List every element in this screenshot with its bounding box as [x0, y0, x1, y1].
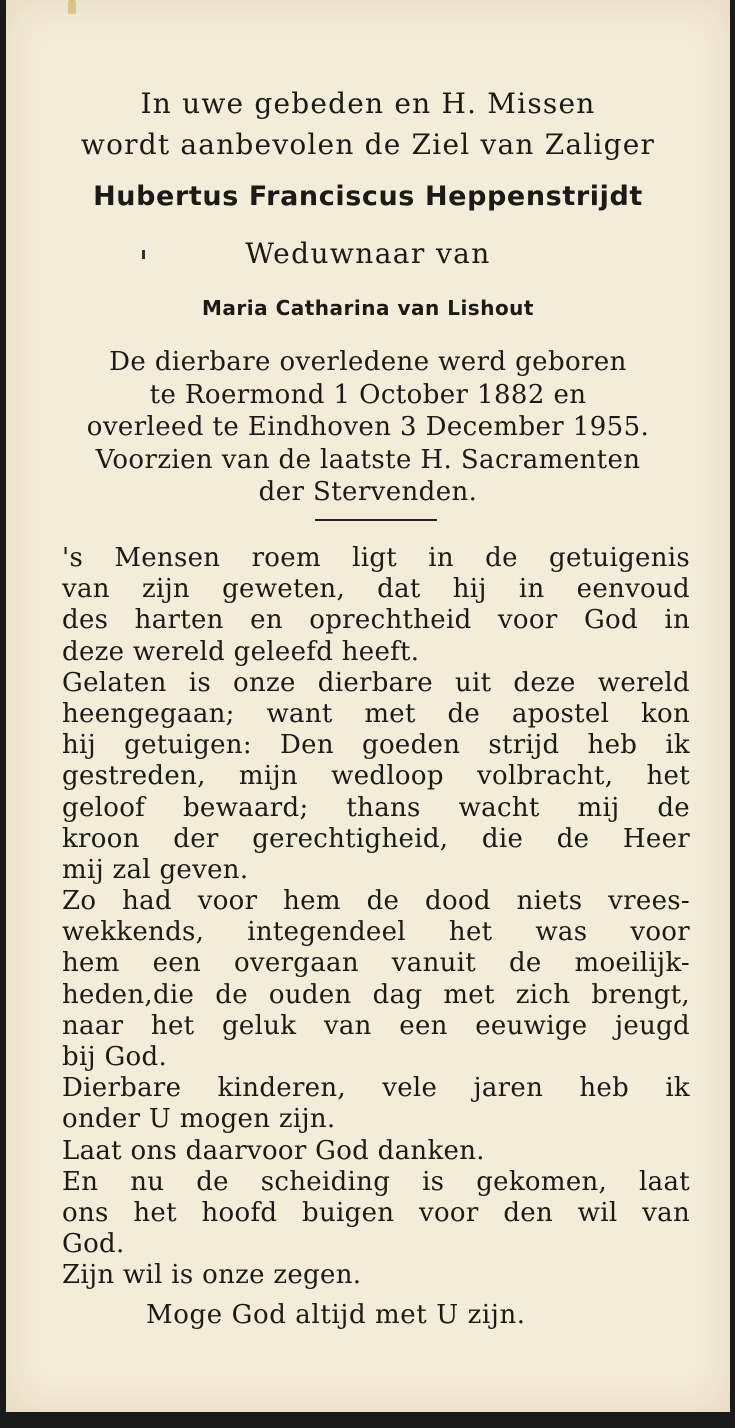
closing-blessing: Moge God altijd met U zijn.	[146, 1300, 526, 1330]
text-line: heengegaan; want met de apostel kon	[62, 698, 690, 729]
text-line: bij God.	[62, 1042, 168, 1072]
text-line: onder U mogen zijn.	[62, 1104, 336, 1135]
text-line: kroon der gerechtigheid, die de Heer	[62, 823, 690, 854]
text-line: van zijn geweten, dat hij in eenvoud	[62, 574, 690, 605]
text-line: 's Mensen roem ligt in de getuigenis	[62, 543, 690, 573]
text-line: hem een overgaan vanuit de moeilijk-	[62, 948, 690, 979]
text-line: heden,die de ouden dag met zich brengt,	[62, 979, 690, 1010]
text-line: Zijn wil is onze zegen.	[62, 1260, 362, 1291]
memorial-card	[6, 0, 730, 1412]
text-line: Gelaten is onze dierbare uit deze wereld	[62, 667, 690, 698]
intro-line-1: In uwe gebeden en H. Missen	[140, 87, 596, 120]
divider-line	[315, 519, 437, 521]
text-line: des harten en oprechtheid voor God in	[62, 605, 690, 636]
text-line: deze wereld geleefd heeft.	[62, 636, 420, 667]
deceased-name: Hubertus Franciscus Heppenstrijdt	[93, 181, 643, 212]
paper-stain	[68, 0, 76, 14]
text-line: geloof bewaard; thans wacht mij de	[62, 792, 690, 823]
text-line: En nu de scheiding is gekomen, laat	[62, 1166, 690, 1197]
text-line: gestreden, mijn wedloop volbracht, het	[62, 761, 690, 792]
text-line: God.	[62, 1229, 125, 1260]
text-line: ons het hoofd buigen voor den wil van	[62, 1197, 690, 1228]
text-line: Dierbare kinderen, vele jaren heb ik	[62, 1073, 690, 1104]
text-line: Zo had voor hem de dood niets vrees-	[62, 886, 690, 917]
meditation-text	[62, 543, 690, 1292]
widower-label: Weduwnaar van	[245, 237, 491, 270]
bio-line: overleed te Eindhoven 3 December 1955.	[86, 412, 650, 442]
spouse-name: Maria Catharina van Lishout	[202, 296, 534, 320]
text-line: mij zal geven.	[62, 854, 249, 885]
text-line: naar het geluk van een eeuwige jeugd	[62, 1010, 690, 1041]
bio-line: te Roermond 1 October 1882 en	[149, 379, 587, 410]
intro-line-2: wordt aanbevolen de Ziel van Zaliger	[80, 128, 656, 161]
bio-line: De dierbare overledene werd geboren	[109, 347, 627, 377]
bio-line: Voorzien van de laatste H. Sacramenten	[95, 444, 641, 475]
text-line: Laat ons daarvoor God danken.	[62, 1135, 485, 1166]
bio-line: der Stervenden.	[258, 477, 478, 507]
text-line: hij getuigen: Den goeden strijd heb ik	[62, 730, 690, 761]
text-line: wekkends, integendeel het was voor	[62, 917, 690, 948]
biography	[6, 346, 730, 509]
